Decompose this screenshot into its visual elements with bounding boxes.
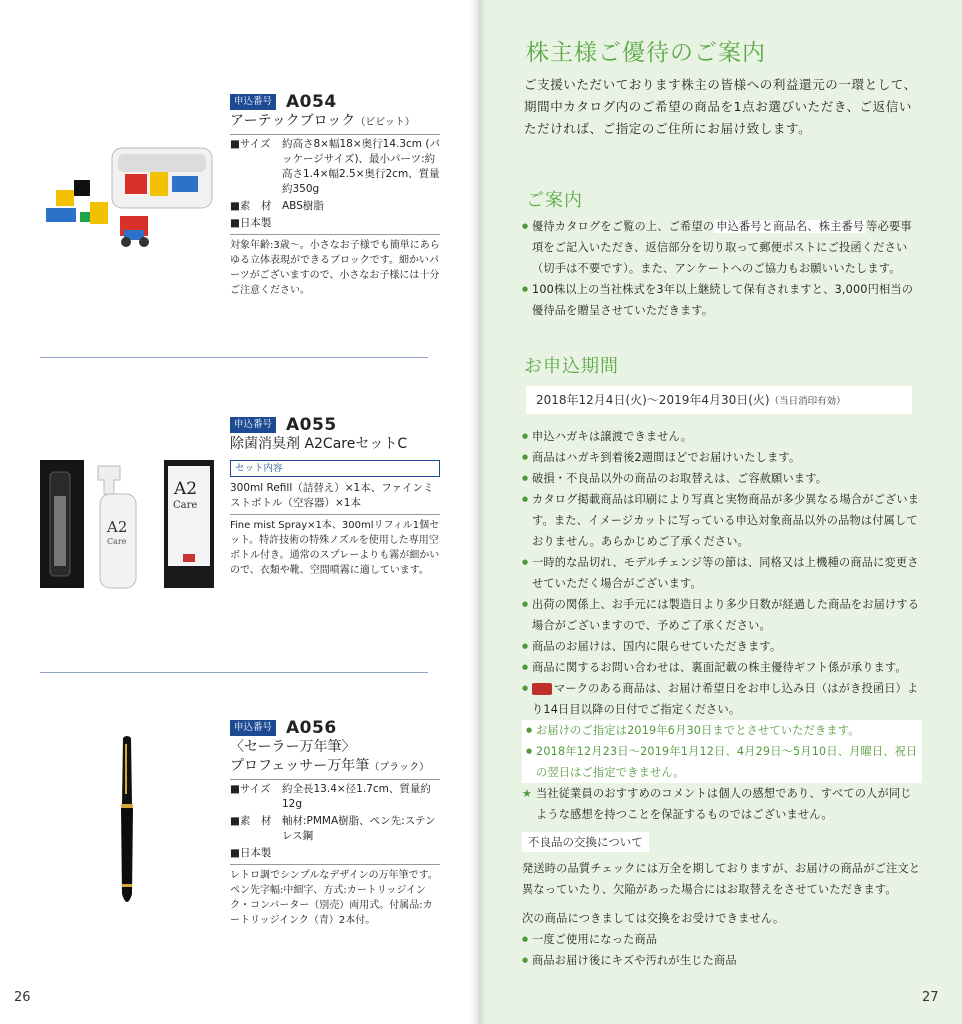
application-period: 2018年12月4日(火)～2019年4月30日(火)（当日消印有効） (526, 386, 912, 414)
no-exchange-item: ● 商品お届け後にキズや汚れが生じた商品 (522, 950, 922, 971)
set-contents: 300ml Refill（詰替え）×1本、ファインミストボトル（空容器）×1本 (230, 482, 434, 509)
note-item: ● 商品はハガキ到着後2週間ほどでお届けいたします。 (522, 447, 922, 468)
svg-text:A2: A2 (107, 518, 128, 536)
product-divider (40, 357, 428, 358)
notes-section (522, 426, 922, 825)
product-code: A055 (286, 414, 337, 435)
book-spine (470, 0, 486, 1024)
spec-origin: ■日本製 (230, 217, 272, 229)
set-contents-label: セット内容 (230, 460, 440, 477)
spec-origin: ■日本製 (230, 847, 272, 859)
page-number-right: 27 (922, 990, 939, 1005)
defect-text: 発送時の品質チェックには万全を期しておりますが、お届けの商品がご注文と異なっていたり、欠陥があった場合にはお取替えをさせていただきます。 (522, 862, 921, 896)
product-divider (40, 672, 428, 673)
defect-heading: 不良品の交換について (522, 832, 649, 852)
svg-text:Care: Care (173, 500, 198, 511)
guide-item: ● 100株以上の当社株式を3年以上継続して保有されますと、3,000円相当の優待品を贈呈させていただきます。 (522, 279, 922, 321)
spray-set-image (38, 456, 218, 591)
page-number-left: 26 (14, 990, 31, 1005)
product-brand: 〈セーラー万年筆〉 (230, 739, 356, 755)
star-note: ★ 当社従業員のおすすめのコメントは個人の感想であり、すべての人が同じような感想を持つことを保証するものではございません。 (522, 783, 922, 825)
spec-size: ■サイズ 約全長13.4×径1.7cm、質量約12g (230, 783, 431, 810)
intro-text: ご支援いただいております株主の皆様への利益還元の一環として、期間中カタログ内のご希望の商品を1点お選びいただき、ご返信いただければ、ご指定のご住所にお届け致します。 (524, 77, 917, 136)
product-a055 (230, 414, 440, 578)
guide-item: ● 優待カタログをご覧の上、ご希望の 申込番号と商品名、株主番号 等必要事項をご記入いただき、返信部分を切り取って郵便ポストにご投函ください（切手は不要です）。また、アンケートへのご協力もお願いいたします。 (522, 216, 922, 279)
application-number-badge: 申込番号 (230, 417, 276, 433)
page-title: 株主様ご優待のご案内 (526, 40, 766, 66)
svg-text:A2: A2 (174, 479, 198, 499)
application-number-badge: 申込番号 (230, 720, 276, 736)
delivery-mark-note: ● マークのある商品は、お届け希望日をお申し込み日（はがき投函日）より14日目以降の日付でご指定ください。 (522, 678, 922, 720)
block-toy-image (40, 142, 220, 257)
svg-text:Care: Care (107, 537, 127, 546)
product-name: 除菌消臭剤 A2CareセットC (230, 436, 408, 452)
fountain-pen-image (112, 734, 142, 914)
product-a054 (230, 91, 440, 298)
note-item: ● 破損・不良品以外の商品のお取替えは、ご容赦願います。 (522, 468, 922, 489)
note-item: ● 一時的な品切れ、モデルチェンジ等の節は、同格又は上機種の商品に変更させていただく場合がございます。 (522, 552, 922, 594)
product-name: アーテックブロック（ビビット） (230, 112, 440, 135)
spec-material: ■素 材 ABS樹脂 (230, 200, 324, 212)
note-item: ● 商品のお届けは、国内に限らせていただきます。 (522, 636, 922, 657)
product-name: プロフェッサー万年筆（ブラック） (230, 757, 440, 780)
star-icon: ★ (522, 787, 533, 800)
spec-material: ■素 材 軸材:PMMA樹脂、ペン先:ステンレス鋼 (230, 815, 436, 842)
guide-section (522, 216, 922, 321)
product-code: A056 (286, 717, 337, 738)
note-item: ● 出荷の関係上、お手元には製造日より多少日数が経過した商品をお届けする場合がございますので、予めご了承ください。 (522, 594, 922, 636)
product-description: レトロ調でシンプルなデザインの万年筆です。ペン先字幅:中細字、方式:カートリッジインク・コンバーター（別売）両用式。付属品:カートリッジインク（青）2本付。 (230, 864, 440, 928)
delivery-date-mark-icon (532, 683, 552, 695)
spec-size: ■サイズ 約高さ8×幅18×奥行14.3cm (パッケージサイズ)、最小パーツ:約高さ1.4×幅2.5×奥行2cm、質量約350g (230, 138, 440, 195)
no-exchange-text: 次の商品につきましては交換をお受けできません。 (522, 912, 785, 925)
delivery-note: ● お届けのご指定は2019年6月30日までとさせていただきます。 (526, 720, 918, 741)
application-number-badge: 申込番号 (230, 94, 276, 110)
product-description: Fine mist Spray×1本、300mlリフィル1個セット。特許技術の特殊ノズルを使用した専用空ボトル付き。通常のスプレーよりも霧が細かいので、衣類や靴、空間噴霧に適しています。 (230, 514, 440, 578)
note-item: ● 申込ハガキは譲渡できません。 (522, 426, 922, 447)
note-item: ● 商品に関するお問い合わせは、裏面記載の株主優待ギフト係が承ります。 (522, 657, 922, 678)
product-code: A054 (286, 91, 337, 112)
no-exchange-item: ● 一度ご使用になった商品 (522, 929, 922, 950)
guide-heading: ご案内 (526, 190, 583, 211)
product-a056 (230, 717, 440, 928)
note-item: ● カタログ掲載商品は印刷により写真と実物商品が多少異なる場合がございます。また、イメージカットに写っている申込対象商品以外の品物は付属しておりません。あらかじめご了承ください。 (522, 489, 922, 552)
period-heading: お申込期間 (524, 356, 619, 377)
delivery-date-box (522, 720, 922, 783)
delivery-note: ● 2018年12月23日～2019年1月12日、4月29日～5月10日、月曜日、祝日の翌日はご指定できません。 (526, 741, 918, 783)
product-description: 対象年齢:3歳～。小さなお子様でも簡単にあらゆる立体表現ができるブロックです。細かいパーツがございますので、小さなお子様には十分ご注意ください。 (230, 234, 440, 298)
defect-section (522, 858, 922, 971)
